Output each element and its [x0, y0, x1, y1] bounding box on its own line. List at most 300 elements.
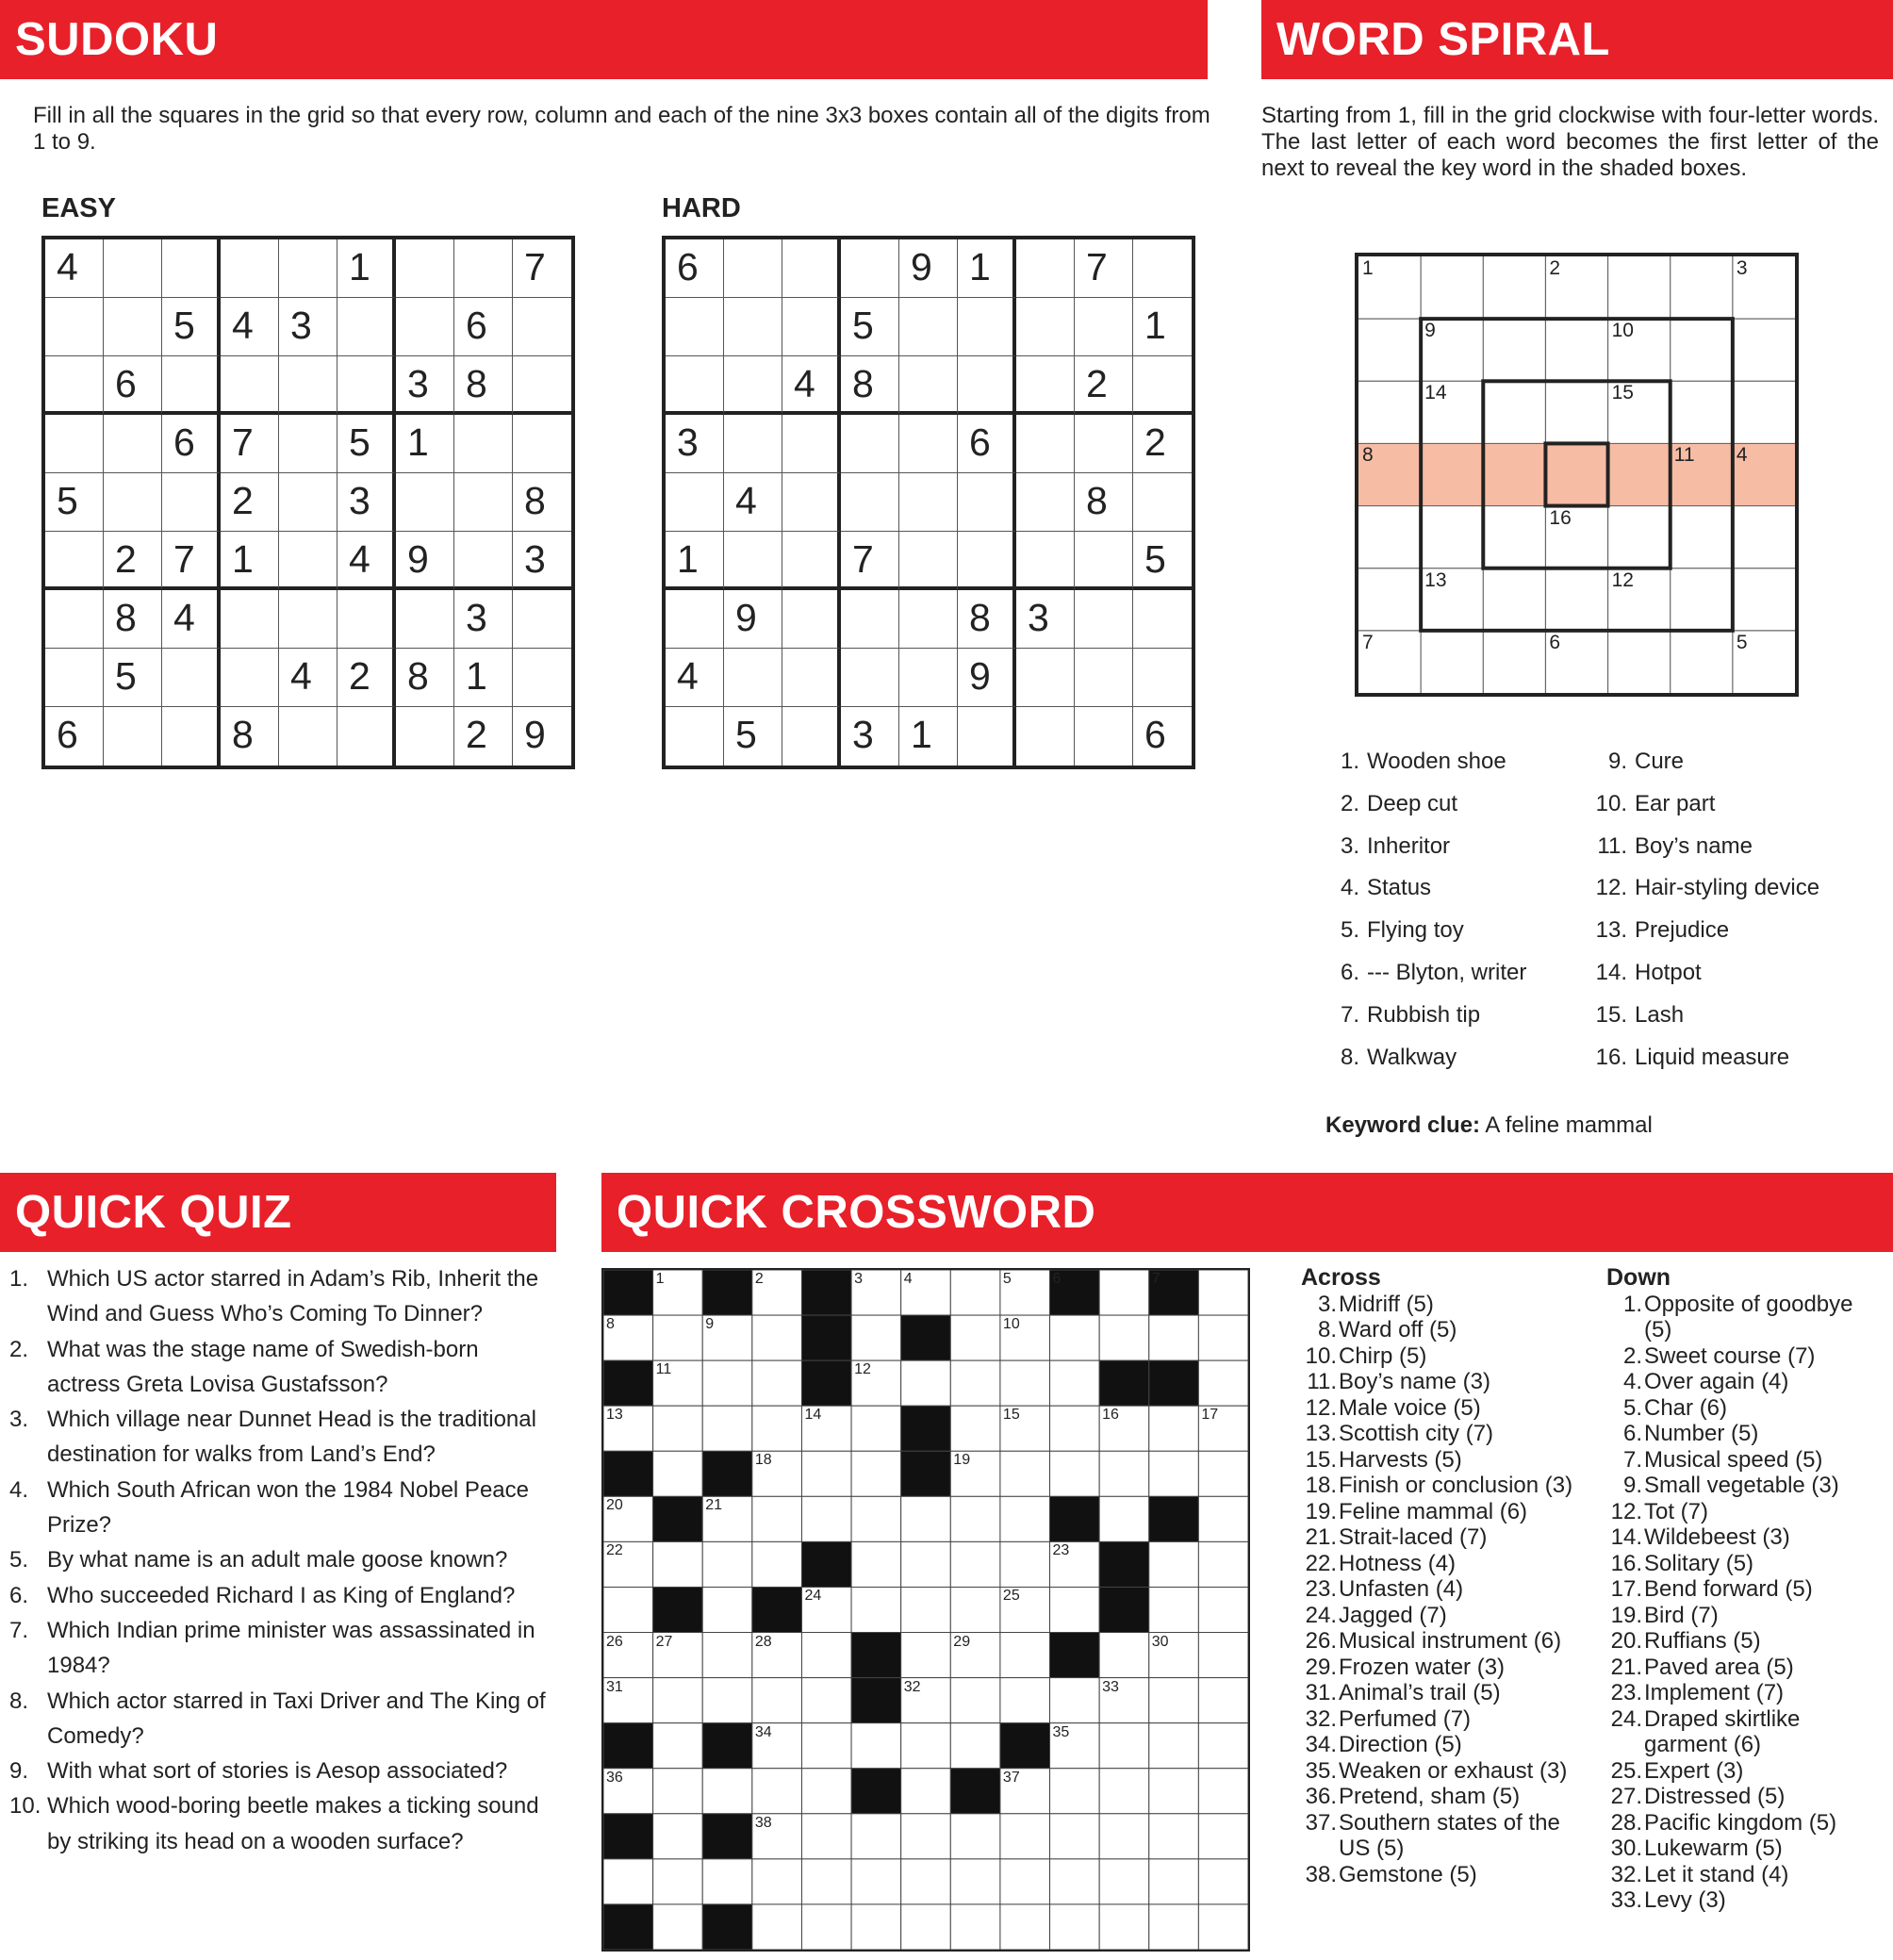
- sudoku-cell[interactable]: 9: [958, 649, 1016, 707]
- crossword-white-cell[interactable]: [752, 1859, 802, 1904]
- sudoku-cell[interactable]: [724, 356, 782, 415]
- crossword-white-cell[interactable]: [1198, 1360, 1248, 1406]
- sudoku-cell[interactable]: 8: [1075, 473, 1133, 532]
- sudoku-cell[interactable]: [396, 590, 454, 649]
- sudoku-cell[interactable]: 4: [221, 298, 279, 356]
- sudoku-cell[interactable]: [162, 239, 221, 298]
- sudoku-cell[interactable]: [782, 649, 841, 707]
- crossword-white-cell[interactable]: [653, 1814, 703, 1859]
- crossword-white-cell[interactable]: [851, 1406, 901, 1451]
- crossword-white-cell[interactable]: [950, 1723, 1000, 1769]
- sudoku-cell[interactable]: 9: [396, 532, 454, 590]
- sudoku-cell[interactable]: 1: [396, 415, 454, 473]
- sudoku-cell[interactable]: [1016, 239, 1075, 298]
- sudoku-cell[interactable]: [45, 356, 104, 415]
- sudoku-cell[interactable]: [899, 473, 958, 532]
- crossword-white-cell[interactable]: [801, 1451, 851, 1496]
- crossword-white-cell[interactable]: [950, 1678, 1000, 1723]
- crossword-white-cell[interactable]: [950, 1406, 1000, 1451]
- crossword-white-cell[interactable]: [752, 1904, 802, 1950]
- sudoku-cell[interactable]: [1133, 473, 1192, 532]
- crossword-white-cell[interactable]: [702, 1678, 752, 1723]
- crossword-white-cell[interactable]: [1099, 1496, 1149, 1541]
- sudoku-cell[interactable]: 9: [724, 590, 782, 649]
- sudoku-cell[interactable]: 3: [666, 415, 724, 473]
- sudoku-cell[interactable]: 5: [45, 473, 104, 532]
- crossword-white-cell[interactable]: [950, 1315, 1000, 1360]
- crossword-white-cell[interactable]: [950, 1360, 1000, 1406]
- crossword-white-cell[interactable]: [752, 1496, 802, 1541]
- crossword-white-cell[interactable]: [1099, 1904, 1149, 1950]
- sudoku-cell[interactable]: [899, 532, 958, 590]
- crossword-white-cell[interactable]: [851, 1859, 901, 1904]
- sudoku-cell[interactable]: [454, 415, 513, 473]
- sudoku-cell[interactable]: [1133, 590, 1192, 649]
- sudoku-cell[interactable]: 9: [899, 239, 958, 298]
- sudoku-cell[interactable]: [1075, 415, 1133, 473]
- crossword-white-cell[interactable]: [851, 1315, 901, 1360]
- crossword-white-cell[interactable]: [801, 1859, 851, 1904]
- sudoku-cell[interactable]: 6: [666, 239, 724, 298]
- sudoku-cell[interactable]: [782, 707, 841, 766]
- crossword-white-cell[interactable]: [1050, 1360, 1100, 1406]
- sudoku-cell[interactable]: 4: [279, 649, 337, 707]
- sudoku-cell[interactable]: 4: [45, 239, 104, 298]
- crossword-white-cell[interactable]: [1149, 1451, 1199, 1496]
- spiral-clue-number: 10.: [1595, 790, 1627, 816]
- sudoku-cell[interactable]: [337, 707, 396, 766]
- sudoku-cell[interactable]: [45, 649, 104, 707]
- sudoku-cell[interactable]: 3: [1016, 590, 1075, 649]
- sudoku-cell[interactable]: 5: [841, 298, 899, 356]
- crossword-white-cell[interactable]: [1050, 1814, 1100, 1859]
- sudoku-cell[interactable]: [45, 415, 104, 473]
- crossword-white-cell[interactable]: [1050, 1769, 1100, 1814]
- sudoku-cell[interactable]: [1133, 649, 1192, 707]
- sudoku-cell[interactable]: 4: [782, 356, 841, 415]
- sudoku-cell[interactable]: [454, 473, 513, 532]
- sudoku-cell[interactable]: 5: [162, 298, 221, 356]
- crossword-white-cell[interactable]: [702, 1769, 752, 1814]
- crossword-white-cell[interactable]: [1149, 1723, 1199, 1769]
- sudoku-cell[interactable]: 2: [1133, 415, 1192, 473]
- sudoku-cell[interactable]: [1133, 239, 1192, 298]
- sudoku-cell[interactable]: 3: [337, 473, 396, 532]
- sudoku-cell[interactable]: 2: [221, 473, 279, 532]
- crossword-clue-num: 22.: [1305, 1550, 1337, 1576]
- sudoku-cell[interactable]: [454, 239, 513, 298]
- sudoku-cell[interactable]: [1075, 707, 1133, 766]
- sudoku-cell[interactable]: [841, 590, 899, 649]
- crossword-white-cell[interactable]: [1149, 1904, 1199, 1950]
- sudoku-cell[interactable]: [724, 649, 782, 707]
- crossword-white-cell[interactable]: [1099, 1270, 1149, 1315]
- sudoku-cell[interactable]: 8: [958, 590, 1016, 649]
- crossword-white-cell[interactable]: [653, 1769, 703, 1814]
- crossword-black-cell: [1099, 1541, 1149, 1587]
- crossword-white-cell[interactable]: [1050, 1587, 1100, 1632]
- sudoku-cell[interactable]: [279, 590, 337, 649]
- crossword-white-cell[interactable]: [1099, 1451, 1149, 1496]
- crossword-white-cell[interactable]: [1099, 1633, 1149, 1678]
- sudoku-cell[interactable]: [1016, 298, 1075, 356]
- crossword-white-cell[interactable]: [851, 1723, 901, 1769]
- sudoku-cell[interactable]: [1016, 473, 1075, 532]
- sudoku-cell[interactable]: [513, 415, 571, 473]
- crossword-across-clue: [1301, 1551, 1574, 1577]
- crossword-white-cell[interactable]: [1099, 1723, 1149, 1769]
- crossword-white-cell[interactable]: [702, 1587, 752, 1632]
- crossword-white-cell[interactable]: [1198, 1496, 1248, 1541]
- crossword-white-cell[interactable]: [1099, 1769, 1149, 1814]
- sudoku-cell[interactable]: [782, 532, 841, 590]
- crossword-white-cell[interactable]: [1000, 1360, 1050, 1406]
- crossword-white-cell[interactable]: [1000, 1633, 1050, 1678]
- crossword-white-cell[interactable]: [1000, 1814, 1050, 1859]
- crossword-white-cell[interactable]: [702, 1633, 752, 1678]
- sudoku-cell[interactable]: [162, 649, 221, 707]
- sudoku-cell[interactable]: 5: [337, 415, 396, 473]
- sudoku-cell[interactable]: [162, 473, 221, 532]
- crossword-white-cell[interactable]: [1149, 1541, 1199, 1587]
- crossword-white-cell[interactable]: [1198, 1723, 1248, 1769]
- crossword-white-cell[interactable]: [1198, 1270, 1248, 1315]
- crossword-white-cell[interactable]: [653, 1451, 703, 1496]
- crossword-white-cell[interactable]: [1198, 1315, 1248, 1360]
- crossword-white-cell[interactable]: [752, 1315, 802, 1360]
- sudoku-cell[interactable]: [1016, 707, 1075, 766]
- crossword-white-cell[interactable]: [1050, 1904, 1100, 1950]
- crossword-white-cell[interactable]: [1198, 1904, 1248, 1950]
- sudoku-cell[interactable]: [841, 415, 899, 473]
- crossword-white-cell[interactable]: [1000, 1678, 1050, 1723]
- sudoku-cell[interactable]: 2: [337, 649, 396, 707]
- sudoku-cell[interactable]: [666, 298, 724, 356]
- crossword-white-cell[interactable]: [1149, 1678, 1199, 1723]
- crossword-white-cell[interactable]: [801, 1496, 851, 1541]
- sudoku-cell[interactable]: [899, 356, 958, 415]
- sudoku-cell[interactable]: [1016, 356, 1075, 415]
- sudoku-cell[interactable]: 3: [279, 298, 337, 356]
- crossword-white-cell[interactable]: [901, 1723, 951, 1769]
- sudoku-cell[interactable]: [513, 356, 571, 415]
- sudoku-cell[interactable]: [899, 590, 958, 649]
- sudoku-cell[interactable]: [279, 707, 337, 766]
- sudoku-cell[interactable]: 1: [337, 239, 396, 298]
- crossword-white-cell[interactable]: [1099, 1315, 1149, 1360]
- sudoku-cell[interactable]: [396, 298, 454, 356]
- sudoku-cell[interactable]: [666, 473, 724, 532]
- sudoku-cell[interactable]: [724, 239, 782, 298]
- sudoku-cell[interactable]: 8: [513, 473, 571, 532]
- sudoku-cell[interactable]: 7: [1075, 239, 1133, 298]
- crossword-white-cell[interactable]: [801, 1633, 851, 1678]
- sudoku-cell[interactable]: [958, 473, 1016, 532]
- crossword-white-cell[interactable]: [950, 1904, 1000, 1950]
- sudoku-cell[interactable]: [724, 298, 782, 356]
- crossword-white-cell[interactable]: [901, 1859, 951, 1904]
- sudoku-cell[interactable]: [782, 298, 841, 356]
- crossword-white-cell[interactable]: [1198, 1633, 1248, 1678]
- quiz-question-text: Which US actor starred in Adam’s Rib, Inherit the Wind and Guess Who’s Coming To Dinner?: [47, 1266, 539, 1327]
- sudoku-cell[interactable]: 5: [104, 649, 162, 707]
- sudoku-cell[interactable]: 2: [104, 532, 162, 590]
- crossword-white-cell[interactable]: [1149, 1315, 1199, 1360]
- spiral-cell-number: 2: [1549, 257, 1561, 279]
- sudoku-cell[interactable]: [1075, 532, 1133, 590]
- crossword-white-cell[interactable]: [1050, 1315, 1100, 1360]
- sudoku-cell[interactable]: [104, 473, 162, 532]
- sudoku-cell[interactable]: [724, 532, 782, 590]
- sudoku-cell[interactable]: 6: [454, 298, 513, 356]
- sudoku-cell[interactable]: 6: [104, 356, 162, 415]
- sudoku-cell[interactable]: [782, 415, 841, 473]
- sudoku-cell[interactable]: 5: [724, 707, 782, 766]
- sudoku-cell[interactable]: [337, 298, 396, 356]
- sudoku-cell[interactable]: [454, 532, 513, 590]
- crossword-clue-number: 18: [754, 1452, 772, 1469]
- crossword-white-cell[interactable]: [1149, 1769, 1199, 1814]
- sudoku-cell[interactable]: [221, 649, 279, 707]
- crossword-white-cell[interactable]: [653, 1541, 703, 1587]
- crossword-white-cell[interactable]: [752, 1678, 802, 1723]
- sudoku-cell[interactable]: [104, 415, 162, 473]
- crossword-white-cell[interactable]: [653, 1406, 703, 1451]
- sudoku-cell[interactable]: [1016, 532, 1075, 590]
- sudoku-cell[interactable]: [45, 590, 104, 649]
- crossword-white-cell[interactable]: [702, 1541, 752, 1587]
- sudoku-cell[interactable]: [396, 239, 454, 298]
- crossword-white-cell[interactable]: [1000, 1496, 1050, 1541]
- crossword-white-cell[interactable]: [801, 1723, 851, 1769]
- sudoku-cell[interactable]: 1: [454, 649, 513, 707]
- crossword-white-cell[interactable]: [901, 1587, 951, 1632]
- crossword-white-cell[interactable]: [1000, 1859, 1050, 1904]
- sudoku-cell[interactable]: 1: [666, 532, 724, 590]
- sudoku-cell[interactable]: 6: [162, 415, 221, 473]
- sudoku-cell[interactable]: [221, 239, 279, 298]
- crossword-white-cell[interactable]: [1000, 1451, 1050, 1496]
- sudoku-cell[interactable]: [1016, 415, 1075, 473]
- crossword-white-cell[interactable]: [702, 1406, 752, 1451]
- crossword-white-cell[interactable]: [801, 1904, 851, 1950]
- crossword-black-cell: [653, 1587, 703, 1632]
- sudoku-cell[interactable]: [1133, 356, 1192, 415]
- crossword-across-clue: [1301, 1499, 1574, 1525]
- sudoku-cell[interactable]: 8: [104, 590, 162, 649]
- crossword-white-cell[interactable]: [653, 1859, 703, 1904]
- crossword-white-cell[interactable]: [653, 1904, 703, 1950]
- sudoku-cell[interactable]: 7: [513, 239, 571, 298]
- crossword-white-cell[interactable]: [752, 1769, 802, 1814]
- crossword-white-cell[interactable]: [950, 1814, 1000, 1859]
- sudoku-cell[interactable]: [958, 298, 1016, 356]
- sudoku-cell[interactable]: [221, 356, 279, 415]
- crossword-white-cell[interactable]: [801, 1814, 851, 1859]
- crossword-white-cell[interactable]: [851, 1496, 901, 1541]
- crossword-white-cell[interactable]: [702, 1360, 752, 1406]
- sudoku-cell[interactable]: [958, 707, 1016, 766]
- sudoku-cell[interactable]: 8: [841, 356, 899, 415]
- sudoku-cell[interactable]: [1075, 298, 1133, 356]
- crossword-white-cell[interactable]: [1050, 1859, 1100, 1904]
- sudoku-cell[interactable]: 3: [454, 590, 513, 649]
- sudoku-cell[interactable]: [958, 532, 1016, 590]
- sudoku-cell[interactable]: 6: [1144, 713, 1166, 756]
- crossword-clue-number: 34: [754, 1723, 772, 1740]
- crossword-white-cell[interactable]: [950, 1496, 1000, 1541]
- sudoku-cell[interactable]: 1: [958, 239, 1016, 298]
- sudoku-cell[interactable]: [841, 473, 899, 532]
- crossword-white-cell[interactable]: [653, 1723, 703, 1769]
- crossword-white-cell[interactable]: [851, 1587, 901, 1632]
- sudoku-cell[interactable]: [782, 590, 841, 649]
- crossword-white-cell[interactable]: [653, 1678, 703, 1723]
- sudoku-cell[interactable]: [396, 473, 454, 532]
- crossword-white-cell[interactable]: [702, 1859, 752, 1904]
- crossword-white-cell[interactable]: [950, 1541, 1000, 1587]
- crossword-white-cell[interactable]: [1000, 1541, 1050, 1587]
- crossword-white-cell[interactable]: [1198, 1451, 1248, 1496]
- sudoku-cell[interactable]: 8: [396, 649, 454, 707]
- crossword-white-cell[interactable]: [1198, 1678, 1248, 1723]
- crossword-white-cell[interactable]: [752, 1360, 802, 1406]
- sudoku-cell[interactable]: [162, 707, 221, 766]
- sudoku-cell[interactable]: [279, 473, 337, 532]
- crossword-white-cell[interactable]: [1099, 1859, 1149, 1904]
- sudoku-cell[interactable]: [45, 532, 104, 590]
- sudoku-cell[interactable]: [337, 356, 396, 415]
- sudoku-cell[interactable]: 1: [1133, 298, 1192, 356]
- sudoku-cell[interactable]: 4: [337, 532, 396, 590]
- crossword-white-cell[interactable]: [801, 1678, 851, 1723]
- crossword-white-cell[interactable]: [752, 1406, 802, 1451]
- sudoku-cell[interactable]: 3: [513, 532, 571, 590]
- sudoku-cell[interactable]: [279, 239, 337, 298]
- sudoku-cell[interactable]: [279, 532, 337, 590]
- sudoku-cell[interactable]: [666, 356, 724, 415]
- crossword-white-cell[interactable]: [801, 1769, 851, 1814]
- sudoku-cell[interactable]: [337, 590, 396, 649]
- sudoku-cell[interactable]: [513, 298, 571, 356]
- sudoku-cell[interactable]: [782, 473, 841, 532]
- sudoku-cell[interactable]: [666, 590, 724, 649]
- crossword-white-cell[interactable]: [1149, 1859, 1199, 1904]
- crossword-white-cell[interactable]: [901, 1496, 951, 1541]
- sudoku-cell[interactable]: 1: [899, 707, 958, 766]
- sudoku-cell[interactable]: [841, 239, 899, 298]
- sudoku-cell[interactable]: [513, 590, 571, 649]
- crossword-white-cell[interactable]: [851, 1541, 901, 1587]
- crossword-white-cell[interactable]: [752, 1541, 802, 1587]
- sudoku-cell[interactable]: 7: [162, 532, 221, 590]
- sudoku-cell[interactable]: [899, 649, 958, 707]
- crossword-white-cell[interactable]: [1050, 1451, 1100, 1496]
- crossword-white-cell[interactable]: [1149, 1587, 1199, 1632]
- sudoku-cell[interactable]: 4: [162, 590, 221, 649]
- sudoku-cell[interactable]: [782, 239, 841, 298]
- sudoku-cell[interactable]: 8: [454, 356, 513, 415]
- sudoku-cell[interactable]: [513, 649, 571, 707]
- sudoku-cell[interactable]: 1: [221, 532, 279, 590]
- sudoku-cell[interactable]: 4: [724, 473, 782, 532]
- crossword-clue-number: 3: [854, 1271, 863, 1287]
- crossword-white-cell[interactable]: [1000, 1904, 1050, 1950]
- sudoku-cell[interactable]: 3: [396, 356, 454, 415]
- sudoku-cell[interactable]: [899, 415, 958, 473]
- crossword-white-cell[interactable]: [1198, 1859, 1248, 1904]
- sudoku-cell[interactable]: [45, 298, 104, 356]
- crossword-white-cell[interactable]: [950, 1270, 1000, 1315]
- crossword-black-cell: [702, 1723, 752, 1769]
- sudoku-cell[interactable]: [666, 707, 724, 766]
- sudoku-cell[interactable]: [104, 239, 162, 298]
- sudoku-cell[interactable]: 4: [666, 649, 724, 707]
- sudoku-cell[interactable]: [899, 298, 958, 356]
- crossword-white-cell[interactable]: [653, 1315, 703, 1360]
- sudoku-cell[interactable]: [279, 415, 337, 473]
- crossword-white-cell[interactable]: [901, 1541, 951, 1587]
- sudoku-cell[interactable]: [841, 649, 899, 707]
- sudoku-cell[interactable]: 6: [958, 415, 1016, 473]
- crossword-white-cell[interactable]: [851, 1904, 901, 1950]
- crossword-white-cell[interactable]: [1050, 1406, 1100, 1451]
- crossword-white-cell[interactable]: [851, 1451, 901, 1496]
- sudoku-cell[interactable]: [724, 415, 782, 473]
- sudoku-cell[interactable]: [104, 707, 162, 766]
- crossword-clue-number: 27: [655, 1633, 673, 1650]
- crossword-across-clue: [1301, 1603, 1574, 1629]
- crossword-white-cell[interactable]: [950, 1587, 1000, 1632]
- crossword-white-cell[interactable]: [901, 1360, 951, 1406]
- crossword-white-cell[interactable]: [1099, 1814, 1149, 1859]
- crossword-white-cell[interactable]: [1149, 1814, 1199, 1859]
- sudoku-cell[interactable]: 7: [221, 415, 279, 473]
- crossword-white-cell[interactable]: [901, 1769, 951, 1814]
- sudoku-cell[interactable]: 2: [1075, 356, 1133, 415]
- sudoku-cell[interactable]: 7: [841, 532, 899, 590]
- sudoku-cell[interactable]: 6: [45, 707, 104, 766]
- crossword-white-cell[interactable]: [901, 1814, 951, 1859]
- sudoku-cell[interactable]: 2: [454, 707, 513, 766]
- sudoku-cell[interactable]: 9: [524, 713, 546, 756]
- crossword-white-cell[interactable]: [603, 1859, 653, 1904]
- sudoku-cell[interactable]: [958, 356, 1016, 415]
- crossword-white-cell[interactable]: [950, 1859, 1000, 1904]
- crossword-white-cell[interactable]: [901, 1904, 951, 1950]
- sudoku-cell[interactable]: [1075, 590, 1133, 649]
- sudoku-cell[interactable]: [162, 356, 221, 415]
- sudoku-cell[interactable]: 3: [841, 707, 899, 766]
- crossword-white-cell[interactable]: [1198, 1814, 1248, 1859]
- crossword-white-cell[interactable]: [603, 1587, 653, 1632]
- sudoku-cell[interactable]: [1075, 649, 1133, 707]
- sudoku-cell[interactable]: [221, 590, 279, 649]
- crossword-white-cell[interactable]: [1198, 1541, 1248, 1587]
- crossword-white-cell[interactable]: [1198, 1587, 1248, 1632]
- crossword-white-cell[interactable]: [1050, 1678, 1100, 1723]
- sudoku-cell[interactable]: [1016, 649, 1075, 707]
- sudoku-cell[interactable]: [396, 707, 454, 766]
- sudoku-cell[interactable]: [279, 356, 337, 415]
- crossword-white-cell[interactable]: [1198, 1769, 1248, 1814]
- crossword-white-cell[interactable]: [901, 1633, 951, 1678]
- sudoku-cell[interactable]: 8: [221, 707, 279, 766]
- crossword-white-cell[interactable]: [1149, 1406, 1199, 1451]
- sudoku-cell[interactable]: 5: [1133, 532, 1192, 590]
- crossword-white-cell[interactable]: [851, 1814, 901, 1859]
- sudoku-cell[interactable]: [104, 298, 162, 356]
